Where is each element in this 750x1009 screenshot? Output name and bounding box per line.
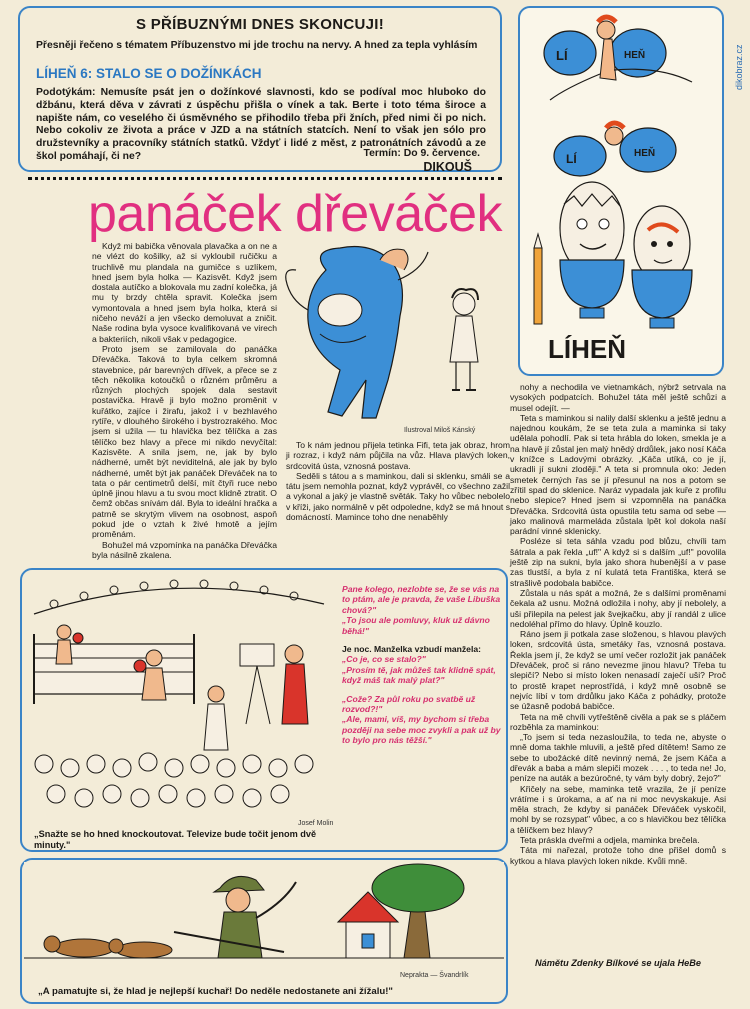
paragraph: nohy a nechodila ve vietnamkách, nýbrž setrvala na vysokých podpatcích. Bohužel táta měl ještě schůzi a musel odejít. — [510, 382, 726, 413]
boxing-cartoon [24, 574, 340, 822]
paragraph: To k nám jednou přijela tetinka Fifi, teta jak obraz, hrom ji rozraz, i když nám půjčila na vůz. Hlava plavých loken, srdcovitá ústa, vznosná postava. [286, 440, 510, 471]
tv-camera [240, 644, 308, 724]
joke-line: „Prosím tě, jak můžeš tak klidně spát, když máš tak malý plat?" [342, 664, 496, 686]
coach-figure [204, 686, 228, 750]
signature: DIKOUŠ [423, 160, 472, 174]
lihen-illustration-box [518, 6, 724, 376]
lihen-letters-2: HEŇ [624, 50, 646, 61]
pencil-icon [534, 234, 542, 324]
boxing-cartoon-caption: „Snažte se ho hned knockoutovat. Televize bude točit jenom dvě minuty." [34, 829, 317, 850]
egg-in-cup-right [632, 206, 692, 328]
announcement-body: Podotýkám: Nemusíte psát jen o dožínkové slavnosti, kdo se podíval moc hluboko do džbánu, která děva v závrati z úspěchu přišla o vínek a tak. Berte i toto téma široce a napište nám, co veselého či úsměvného se přihodilo třeba při žních, před nimi či po nich. Nebo cokoliv ze života a práce v JZD a na státních statcích. Není to však jen sólo pro družstevníky a pracovníky státních statků. Vždyť i lidé z měst, z patronátních závodů a ze škol pomáhají, či ne? [36, 87, 486, 162]
little-girl-figure [450, 289, 478, 390]
paragraph: Křičely na sebe, maminka tetě vrazila, že jí peníze vrátíme i s úrokama, a ať na ni moc nevyskakuje. Asi měla strach, že kdyby si panáček Dřeváček vyskočil, mohl by se rozsypat" vůbec, a co s hlavičkou bez tělíčka a tělíčkem bez hlavy? [510, 783, 726, 835]
dotted-divider [28, 177, 502, 181]
paragraph: Táta mi nařezal, protože toho dne přišel domů s kytkou a hlava plavých loken nikde. Kvůli mně. [510, 845, 726, 866]
hatching-figure [554, 123, 676, 176]
paragraph: „To jsem si teda nezasloužila, to teda ne, abyste o mně doma takhle mluvili, a ještě před dítětem! Samo ze sebe to ubožácké dítě nevinný nemá, že jsem Káča a dřevák a baba a mám slepiči mozek . . . , to teda ne! Jo, peníze na auták a bezúročné, ty vám byly dobrý, žejo?" [510, 732, 726, 784]
lihen-eggs-illustration [520, 8, 722, 374]
paragraph: Teta s maminkou si nalily další sklenku a ještě jednu a najednou koukám, že se teta zula a maminka si taky udělala pohodlí. Pak si teta hrábla do loken, smekla je a na hlavě jí zůstal jen malý hnědý drdůlek, jako nosí Káča v knížce s Ladovými obrázky. „Káča utíká, co je jí, ukradli jí sukni zloději." A teta si promnula oko: Jeden smetek černých řas se jí přesunul na nos a potom se zřítil spad do sklenice. Naráz vypadala jak kuře z profilu nebo slepice? Hned jsem si vzpomněla na panáčka Dřeváčka. Srdcovitá ústa opustila tetu sama od sebe — jako malinová marmeláda zůstala lpět kol dokola naší parádní vinné sklenicky. [510, 412, 726, 537]
hunter-dog-cartoon [24, 862, 504, 972]
paragraph: Teta práskla dveřmi a odjela, maminka brečela. [520, 835, 700, 846]
lihen-letters-1: LÍ [556, 48, 568, 63]
paragraph: Ráno jsem ji potkala zase složenou, s hlavou plavých loken, srdcovitá ústa, smetáky řas, vznosná postava. Řekla jsem jí, že když se umí večer rozložit jak panáček Dřeváček, proč si ráno nevezme jinou hlavu? Třeba tu slepičí? Nebo si místo loken nenasadí zaječí uši? Proč to prostě krapet neprostřídá, i když mně osobně se nejvíc líbí v tom drdůlku jako Káča z pohádky, protože se úžasně podobá babičce. [510, 629, 726, 712]
flying-girl-figure [544, 17, 692, 100]
paragraph: Bohužel má vzpomínka na panáčka Dřeváčka byla násilně zkalena. [92, 539, 277, 560]
paragraph: Posléze si teta sáhla vzadu pod blůzu, chvíli tam šátrala a pak řekla „uf!" A když si s dalším „uf!" povolila ještě zip na sukni, byla jako shora hubenější a v pase zas tlustší, a byla z ní kulatá teta Františka, která se strašlivě podobala babičce. [510, 536, 726, 588]
source-credit: dikobraz.cz [734, 44, 744, 90]
story-illustration-aunt [280, 240, 505, 425]
paragraph: Proto jsem se zamilovala do panáčka Dřeváčka. Taková to byla celkem skromná stavebnice, pár barevných dřívek, a přece se z těch několika kotoučků o různém průměru a různých plochých spojek dala sestavit postavička. Hravě ji bylo možno proměnit v kuřátko, zajíce i žirafu, jakož i v bezhlavého rytíře, v dlouhého širokého i bystrozrakého. Moc jsem si užila — tu hlavička bez tělíčka a zas tělíčko bez hlavy a přece mi nikdo nevyčítal: Kazisvěte. A snila jsem, ne, jak by bylo nádherné, umět být neviditelná, ale jak by bylo nádherné, umět být jak panáček Dřeváček na to tata o pár centimetrů delší, mít čtyři ruce nebo úplně jinou hlavu a tu svou moct klidně ztratit. O čemž občas snívám dál. Byla to ideální hračka a patrně se skrytým vlivem na osobnost, aspoň pokud jde o vztah k živé hmotě a jejím proměnám. [92, 343, 277, 540]
announcement-intro: Přesněji řečeno s tématem Příbuzenstvo mi jde trochu na nervy. A hned za tepla vyhlásím [36, 40, 478, 51]
lihen-letters-4: HEŇ [634, 148, 656, 159]
lihen-logo-text: LÍHEŇ [548, 334, 626, 364]
paragraph: Seděli s tátou a s maminkou, dali si sklenku, smáli se a tátu jsem nemohla poznat, když vyprávěl, co všechno zažil a vykonal a jaký je vlastně světák. Taky ho vůbec nebolelo v kříži, jako normálně v pět odpoledne, když se má hnout s domácností. Mamince toho dne nenaběhly [286, 470, 510, 523]
joke-line: Pane kolego, nezlobte se, že se vás na to ptám, ale je pravda, že vaše Libuška chová?" [342, 584, 501, 615]
lihen-letters-3: LÍ [566, 152, 577, 166]
contest-announcement-box [18, 6, 502, 172]
boxing-cartoon-credit: Josef Molin [298, 820, 334, 827]
hunter-cartoon-caption: „A pamatujte si, že hlad je nejlepší kuchař! Do neděle nedostanete ani žížalu!" [38, 986, 393, 997]
hunter-cartoon-credit: Neprakta — Švandrlík [400, 972, 469, 979]
story-column-3 [510, 382, 726, 866]
joke-column [342, 584, 502, 746]
joke-line: „Ale, mami, víš, my bychom si třeba později na sebe moc zvykli a pak už by to bylo pro nás těžší." [342, 714, 501, 746]
illustration-credit: Ilustroval Miloš Kánský [404, 427, 476, 434]
joke-narration: Je noc. Manželka vzbudí manžela: [342, 644, 481, 655]
story-column-1 [92, 241, 277, 560]
paragraph: Zůstala u nás spát a možná, že s dalšími proměnami čekala až usnu. Možná odložila i nohy, aby jí nebolely, a uši přilepila na pelest jak švejkačku, aby jí randál z ulice nedoléhal přímo do hlavy. Úplně kouzlo. [510, 587, 726, 629]
deadline: Termín: Do 9. července. [363, 148, 480, 159]
story-title: panáček dřeváček [88, 185, 503, 243]
story-author: Námětu Zdenky Bílkové se ujala HeBe [535, 958, 701, 968]
egg-in-cup-left [560, 182, 624, 318]
joke-line: „Cože? Za půl roku po svatbě už rozvod?!" [342, 693, 476, 715]
announcement-title: S PŘÍBUZNÝMI DNES SKONCUJI! [135, 16, 385, 33]
joke-line: „To jsou ale pomluvy, kluk už dávno běhá!" [342, 615, 490, 636]
contest-heading: LÍHEŇ 6: STALO SE O DOŽÍNKÁCH [36, 66, 262, 81]
story-column-2 [286, 440, 510, 522]
joke-line: „Co je, co se stalo?" [342, 654, 426, 665]
paragraph: Teta na mě chvíli vytřeštěně civěla a pak se s pláčem rozběhla za maminkou: [510, 711, 726, 732]
paragraph: Když mi babička věnovala plavačka a on ne a ne vlézt do košilky, až si vykloubil ručičku a truchlivě mu plandala na gumičce s uzlíkem, hned jsem byla holka — Kazisvět. Když jsem dostala autíčko a blokovala mu zadní kolečka, já mu ty brzdy chtěla spravit. Kolečka jsem vymontovala a hned jsem byla holka, která si ničeho neváží a jen všecko demoluvat a zničit. Naše rodina byla vysoce kvalifikovaná ve virech a bakteriích, nikoli však v pedagogice. [92, 241, 277, 344]
